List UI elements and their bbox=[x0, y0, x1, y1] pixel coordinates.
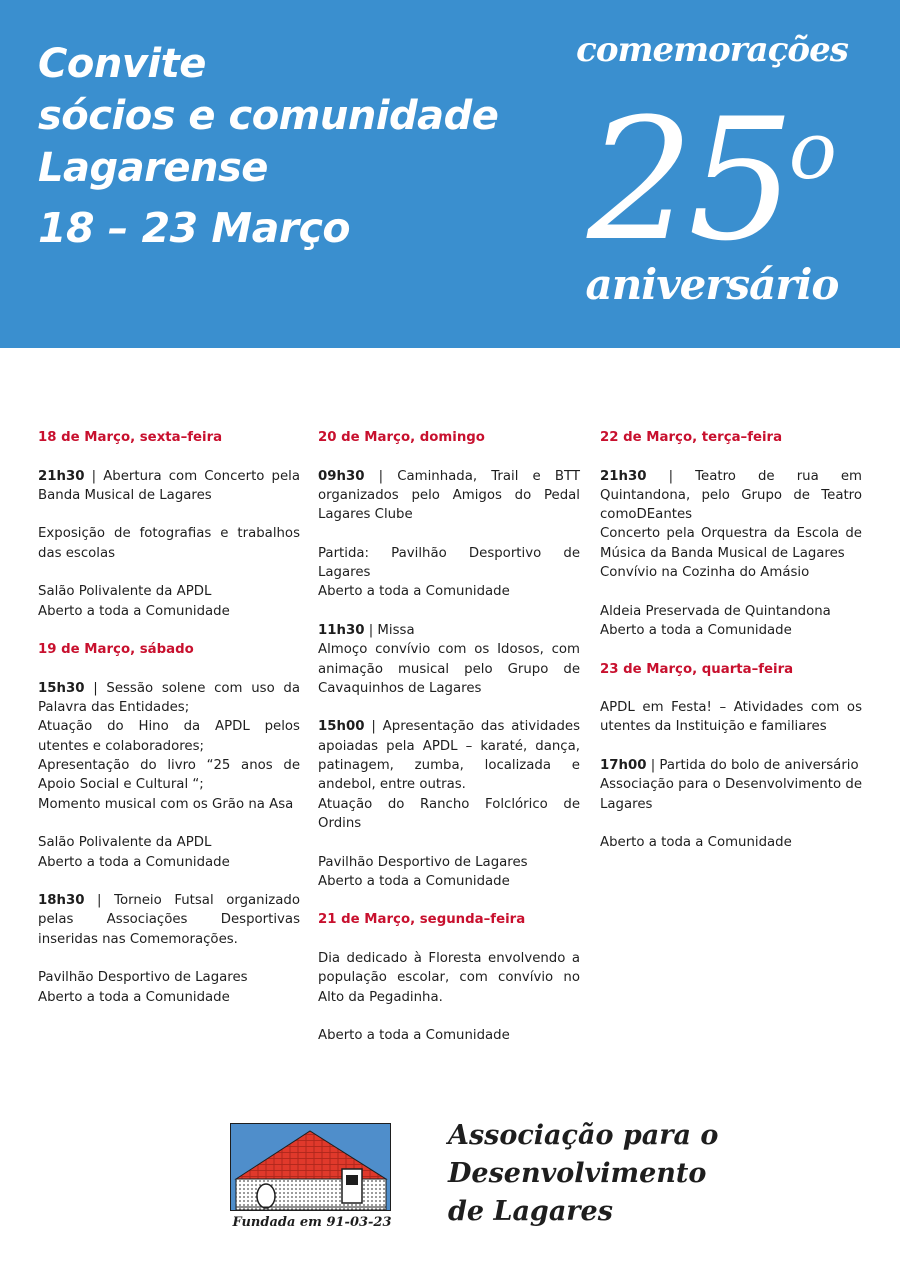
event-item bbox=[38, 891, 300, 949]
event-item bbox=[318, 717, 580, 833]
audience-note: Aberto a toda a Comunidade bbox=[38, 854, 230, 870]
invite-line-2: sócios e comunidade bbox=[38, 93, 499, 139]
audience-note: Aberto a toda a Comunidade bbox=[318, 584, 510, 600]
event-line: Momento musical com os Grão na Asa bbox=[38, 796, 294, 812]
event-item: Dia dedicado à Floresta envolvendo a população escolar, com convívio no Alto da Pegadinha. bbox=[318, 951, 580, 1005]
anniversary-number bbox=[562, 66, 862, 278]
event-dates: 18 – 23 Março bbox=[38, 204, 351, 252]
day-heading: 22 de Março, terça–feira bbox=[600, 430, 783, 445]
event-line: Atuação do Rancho Folclórico de Ordins bbox=[318, 796, 580, 831]
event-line: Concerto pela Orquestra da Escola de Música da Banda Musical de Lagares bbox=[600, 526, 862, 561]
event-text: | Teatro de rua em Quintandona, pelo Grupo de Teatro comoDEantes bbox=[600, 468, 862, 523]
event-line: Almoço convívio com os Idosos, com animação musical pelo Grupo de Cavaquinhos de Lagares bbox=[318, 642, 580, 696]
organization-name bbox=[448, 1117, 718, 1231]
organization-name-line-1: Associação para o bbox=[448, 1120, 719, 1151]
footer bbox=[0, 1115, 900, 1265]
event-location bbox=[38, 968, 300, 1007]
event-time: 09h30 bbox=[318, 468, 365, 484]
event-time: 15h30 bbox=[38, 680, 85, 696]
event-item: Exposição de fotografias e trabalhos das escolas bbox=[38, 526, 300, 561]
event-time: 11h30 bbox=[318, 622, 365, 638]
event-line: Convívio na Cozinha do Amásio bbox=[600, 565, 810, 581]
event-item: APDL em Festa! – Atividades com os utentes da Instituição e familiares bbox=[600, 700, 862, 735]
day-heading: 20 de Março, domingo bbox=[318, 430, 485, 445]
day-heading: 18 de Março, sexta–feira bbox=[38, 430, 223, 445]
founded-date: Fundada em 91-03-23 bbox=[232, 1215, 392, 1230]
event-text: | Sessão solene com uso da Palavra das Entidades; bbox=[38, 680, 300, 716]
event-item bbox=[318, 621, 580, 698]
schedule-column-2 bbox=[318, 428, 580, 1065]
event-line bbox=[318, 717, 580, 794]
event-text: | Missa bbox=[364, 622, 415, 638]
event-text: | Abertura com Concerto pela Banda Musical de Lagares bbox=[38, 468, 300, 503]
location-name: Salão Polivalente da APDL bbox=[38, 835, 212, 851]
event-line bbox=[38, 679, 300, 718]
audience-note: Aberto a toda a Comunidade bbox=[600, 835, 792, 851]
event-time: 15h00 bbox=[318, 719, 365, 735]
event-time: 17h00 bbox=[600, 758, 647, 774]
anniversary-emblem bbox=[562, 28, 862, 309]
invite-line-1: Convite bbox=[38, 41, 206, 87]
audience-note: Aberto a toda a Comunidade bbox=[38, 989, 230, 1005]
schedule-column-1 bbox=[38, 428, 300, 1026]
event-text: | Caminhada, Trail e BTT organizados pelo Amigos do Pedal Lagares Clube bbox=[318, 468, 580, 523]
event-line bbox=[600, 467, 862, 525]
schedule-column-3 bbox=[600, 428, 862, 872]
event-line bbox=[600, 756, 862, 775]
event-item bbox=[600, 467, 862, 583]
audience-note: Aberto a toda a Comunidade bbox=[600, 622, 792, 638]
anniversary-number-digits: 25 bbox=[587, 82, 789, 278]
day-heading: 19 de Março, sábado bbox=[38, 642, 194, 658]
day-heading: 23 de Março, quarta–feira bbox=[600, 661, 794, 677]
organization-name-line-2: Desenvolvimento bbox=[448, 1158, 707, 1189]
header-banner bbox=[0, 0, 900, 348]
event-location bbox=[38, 582, 300, 621]
location-name: Salão Polivalente da APDL bbox=[38, 584, 212, 600]
invite-line-3: Lagarense bbox=[38, 145, 268, 191]
event-location bbox=[38, 833, 300, 872]
location-name: Pavilhão Desportivo de Lagares bbox=[38, 970, 248, 986]
event-location bbox=[600, 602, 862, 641]
commemorations-label: comemorações bbox=[576, 30, 848, 70]
event-item bbox=[38, 679, 300, 814]
association-logo-icon bbox=[230, 1123, 391, 1211]
audience-note: Aberto a toda a Comunidade bbox=[38, 603, 230, 619]
event-location bbox=[318, 544, 580, 602]
event-line bbox=[318, 621, 580, 640]
event-text: | Apresentação das atividades apoiadas pela APDL – karaté, dança, patinagem, zumba, localizada e andebol, entre outras. bbox=[318, 719, 580, 793]
event-line: Associação para o Desenvolvimento de Lagares bbox=[600, 777, 862, 812]
event-line: Apresentação do livro “25 anos de Apoio Social e Cultural “; bbox=[38, 758, 300, 793]
event-time: 18h30 bbox=[38, 893, 85, 909]
event-location bbox=[318, 853, 580, 892]
organization-name-line-3: de Lagares bbox=[448, 1196, 613, 1227]
event-time: 21h30 bbox=[600, 468, 647, 484]
day-heading: 21 de Março, segunda–feira bbox=[318, 912, 526, 928]
invitation-title bbox=[38, 38, 498, 254]
event-text: | Partida do bolo de aniversário bbox=[646, 758, 859, 774]
audience-note: Aberto a toda a Comunidade bbox=[318, 1028, 510, 1044]
event-item bbox=[318, 467, 580, 525]
location-name: Pavilhão Desportivo de Lagares bbox=[318, 854, 528, 870]
event-time: 21h30 bbox=[38, 468, 85, 484]
event-item bbox=[38, 467, 300, 506]
anniversary-label: aniversário bbox=[585, 260, 839, 309]
event-line: Atuação do Hino da APDL pelos utentes e colaboradores; bbox=[38, 719, 300, 754]
location-name: Partida: Pavilhão Desportivo de Lagares bbox=[318, 545, 580, 581]
ordinal-indicator: o bbox=[788, 104, 837, 197]
audience-note: Aberto a toda a Comunidade bbox=[318, 873, 510, 889]
location-name: Aldeia Preservada de Quintandona bbox=[600, 603, 831, 619]
event-item bbox=[600, 756, 862, 814]
event-text: | Torneio Futsal organizado pelas Associações Desportivas inseridas nas Comemorações. bbox=[38, 893, 300, 947]
